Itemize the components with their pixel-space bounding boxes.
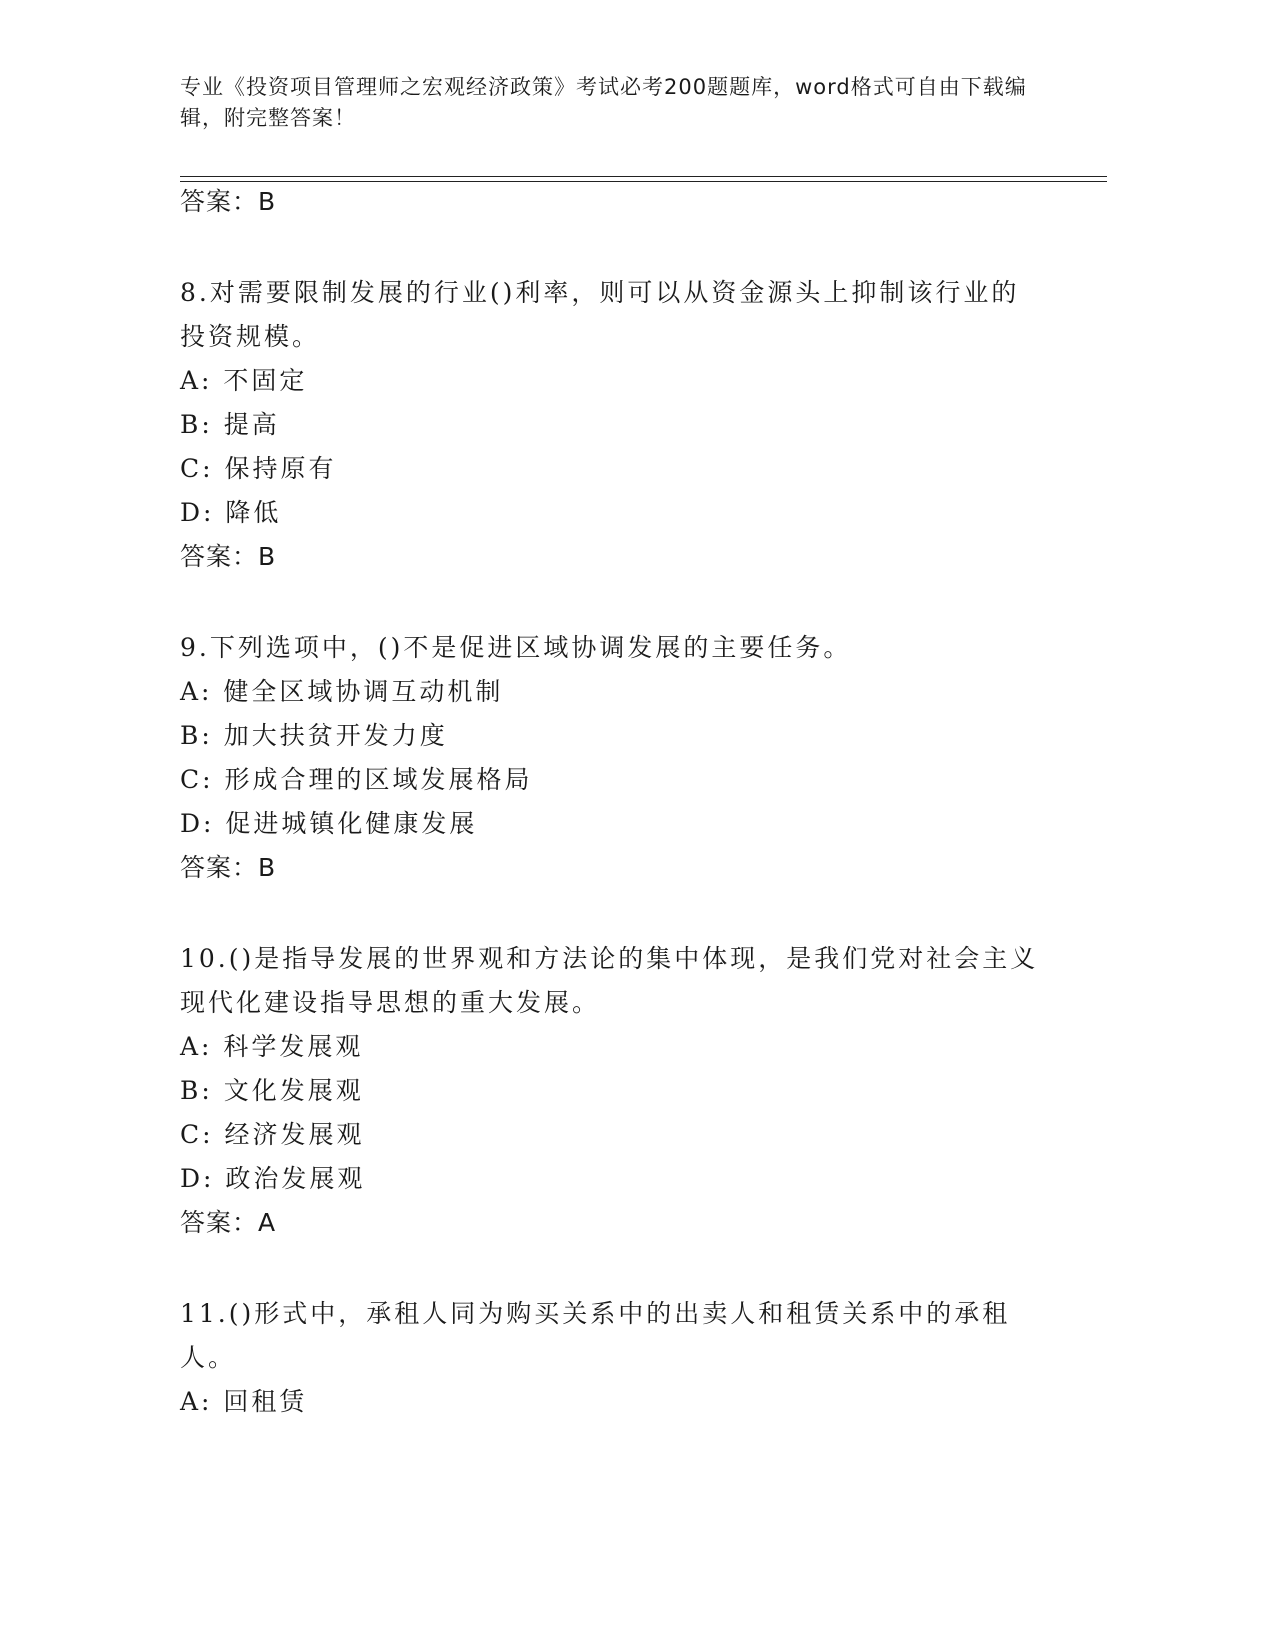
question-text: 10.()是指导发展的世界观和方法论的集中体现，是我们党对社会主义现代化建设指导思想的重大发展。 — [180, 944, 1039, 1017]
question-item — [180, 271, 1060, 579]
option-b: B: 提高 — [180, 410, 280, 439]
answer-label: 答案：B — [180, 187, 277, 216]
option-c: C: 经济发展观 — [180, 1120, 365, 1149]
option-a: A: 回租赁 — [180, 1387, 308, 1416]
page-header: 专业《投资项目管理师之宏观经济政策》考试必考200题题库，word格式可自由下载编辑，附完整答案！ — [180, 75, 1027, 130]
option-a: A: 科学发展观 — [180, 1032, 364, 1061]
option-d: D: 促进城镇化健康发展 — [180, 809, 478, 838]
question-item — [180, 626, 1060, 890]
answer-label: 答案：B — [180, 542, 277, 571]
option-d: D: 政治发展观 — [180, 1164, 366, 1193]
option-b: B: 加大扶贫开发力度 — [180, 721, 448, 750]
option-c: C: 保持原有 — [180, 454, 337, 483]
answer-label: 答案：B — [180, 853, 277, 882]
answer-label: 答案：A — [180, 1208, 277, 1237]
option-d: D: 降低 — [180, 498, 282, 527]
question-text: 11.()形式中，承租人同为购买关系中的出卖人和租赁关系中的承租人。 — [180, 1299, 1011, 1372]
question-list — [180, 180, 1060, 1424]
question-item — [180, 1292, 1060, 1424]
option-a: A: 不固定 — [180, 366, 308, 395]
question-text: 9.下列选项中，()不是促进区域协调发展的主要任务。 — [180, 633, 852, 662]
header-divider — [180, 176, 1107, 177]
question-text: 8.对需要限制发展的行业()利率，则可以从资金源头上抑制该行业的投资规模。 — [180, 278, 1020, 351]
option-b: B: 文化发展观 — [180, 1076, 364, 1105]
option-a: A: 健全区域协调互动机制 — [180, 677, 504, 706]
option-c: C: 形成合理的区域发展格局 — [180, 765, 533, 794]
question-item — [180, 937, 1060, 1245]
